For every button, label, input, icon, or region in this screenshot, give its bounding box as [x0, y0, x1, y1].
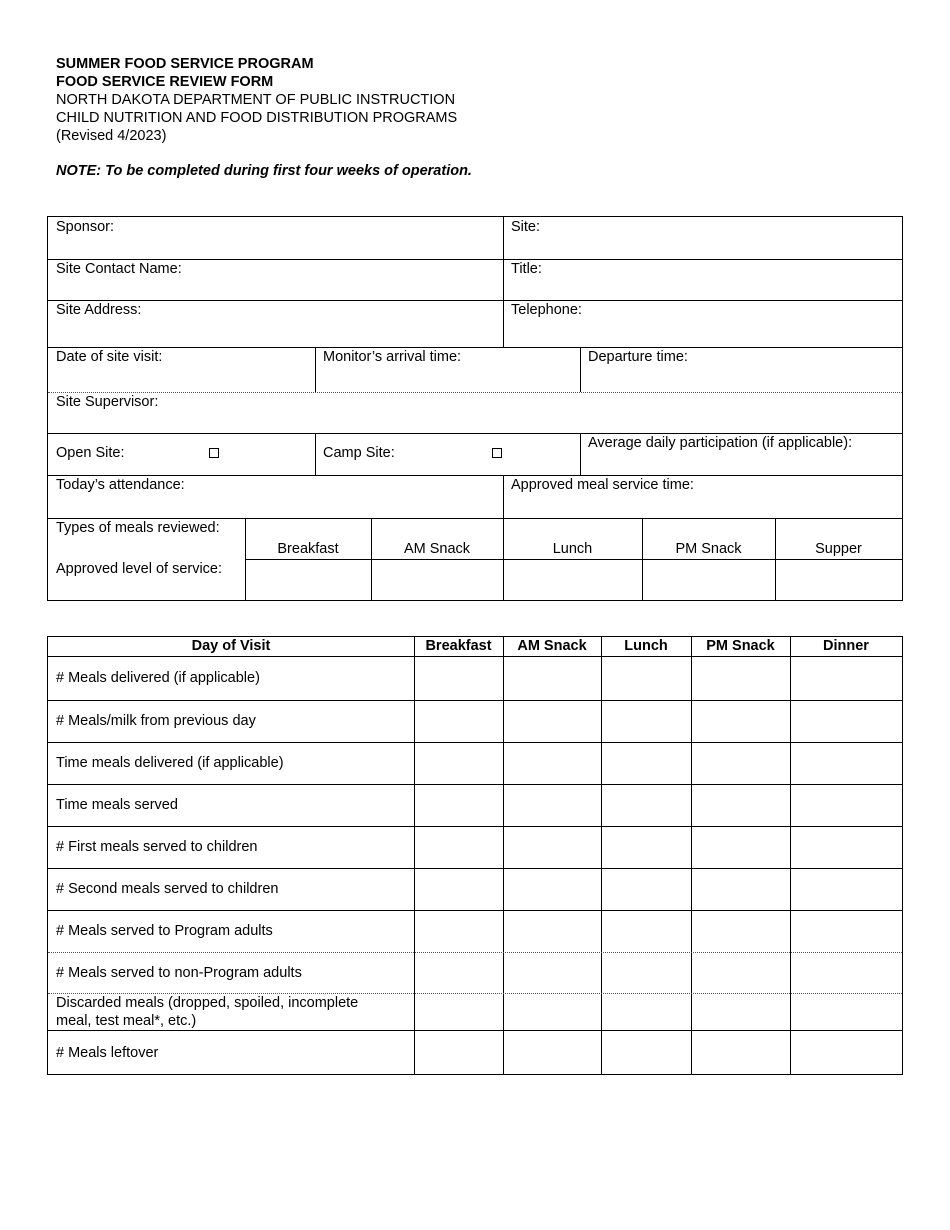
row-label-program-adults: # Meals served to Program adults [56, 923, 273, 939]
meal-type-lunch: Lunch [552, 541, 593, 557]
row-label-meals-previous-day: # Meals/milk from previous day [56, 713, 256, 729]
completion-note: NOTE: To be completed during first four weeks of operation. [56, 163, 472, 179]
avg-participation-field[interactable] [580, 433, 902, 475]
meal-type-pm-snack: PM Snack [675, 541, 742, 557]
camp-site-checkbox[interactable] [492, 448, 502, 458]
meal-type-supper: Supper [815, 541, 862, 557]
open-site-cell [48, 433, 315, 475]
camp-site-cell [315, 433, 580, 475]
form-header [56, 55, 457, 145]
arrival-time-label: Monitor’s arrival time: [323, 349, 462, 365]
departure-time-label: Departure time: [588, 349, 688, 365]
revision-date: (Revised 4/2023) [56, 128, 167, 144]
telephone-label: Telephone: [511, 302, 582, 318]
contact-name-label: Site Contact Name: [56, 261, 182, 277]
supervisor-label: Site Supervisor: [56, 394, 159, 410]
department-name: NORTH DAKOTA DEPARTMENT OF PUBLIC INSTRUCTION [56, 92, 456, 108]
departure-time-field[interactable] [580, 347, 902, 392]
telephone-field[interactable] [503, 300, 902, 347]
program-title: SUMMER FOOD SERVICE PROGRAM [56, 56, 314, 72]
site-field[interactable] [503, 217, 902, 259]
meal-type-breakfast: Breakfast [277, 541, 339, 557]
contact-name-field[interactable] [48, 259, 503, 300]
types-reviewed-label: Types of meals reviewed: [56, 520, 220, 536]
attendance-field[interactable] [48, 475, 503, 518]
row-label-second-meals: # Second meals served to children [56, 881, 279, 897]
header-am-snack: AM Snack [517, 638, 587, 654]
header-dinner: Dinner [823, 638, 869, 654]
date-visit-field[interactable] [48, 347, 315, 392]
approved-level-label: Approved level of service: [56, 561, 223, 577]
row-label-time-served: Time meals served [56, 797, 178, 813]
avg-participation-label: Average daily participation (if applicable): [588, 435, 853, 451]
visit-table [47, 636, 903, 1075]
row-label-meals-leftover: # Meals leftover [56, 1045, 159, 1061]
date-visit-label: Date of site visit: [56, 349, 163, 365]
site-info-box [47, 216, 903, 601]
approved-level-cell [48, 559, 245, 600]
row-label-meals-delivered: # Meals delivered (if applicable) [56, 670, 260, 686]
title-label: Title: [511, 261, 542, 277]
row-label-first-meals: # First meals served to children [56, 839, 258, 855]
attendance-label: Today’s attendance: [56, 477, 185, 493]
header-pm-snack: PM Snack [706, 638, 775, 654]
approved-meal-time-field[interactable] [503, 475, 902, 518]
header-day-of-visit: Day of Visit [191, 638, 271, 654]
row-label-non-program-adults: # Meals served to non-Program adults [56, 965, 302, 981]
row-label-discarded-meals: Discarded meals (dropped, spoiled, incomplete meal, test meal*, etc.) [56, 995, 359, 1029]
open-site-label: Open Site: [56, 445, 125, 461]
arrival-time-field[interactable] [315, 347, 580, 392]
sponsor-field[interactable] [48, 217, 503, 259]
address-label: Site Address: [56, 302, 142, 318]
open-site-checkbox[interactable] [209, 448, 219, 458]
supervisor-field[interactable] [48, 392, 902, 433]
header-breakfast: Breakfast [425, 638, 492, 654]
sponsor-label: Sponsor: [56, 219, 115, 235]
site-label: Site: [511, 219, 541, 235]
row-label-time-delivered: Time meals delivered (if applicable) [56, 755, 284, 771]
meal-type-am-snack: AM Snack [403, 541, 471, 557]
title-field[interactable] [503, 259, 902, 300]
types-reviewed-cell [48, 518, 245, 559]
header-lunch: Lunch [624, 638, 668, 654]
approved-meal-time-label: Approved meal service time: [511, 477, 694, 493]
division-name: CHILD NUTRITION AND FOOD DISTRIBUTION PROGRAMS [56, 110, 458, 126]
address-field[interactable] [48, 300, 503, 347]
form-title: FOOD SERVICE REVIEW FORM [56, 74, 274, 90]
camp-site-label: Camp Site: [323, 445, 395, 461]
